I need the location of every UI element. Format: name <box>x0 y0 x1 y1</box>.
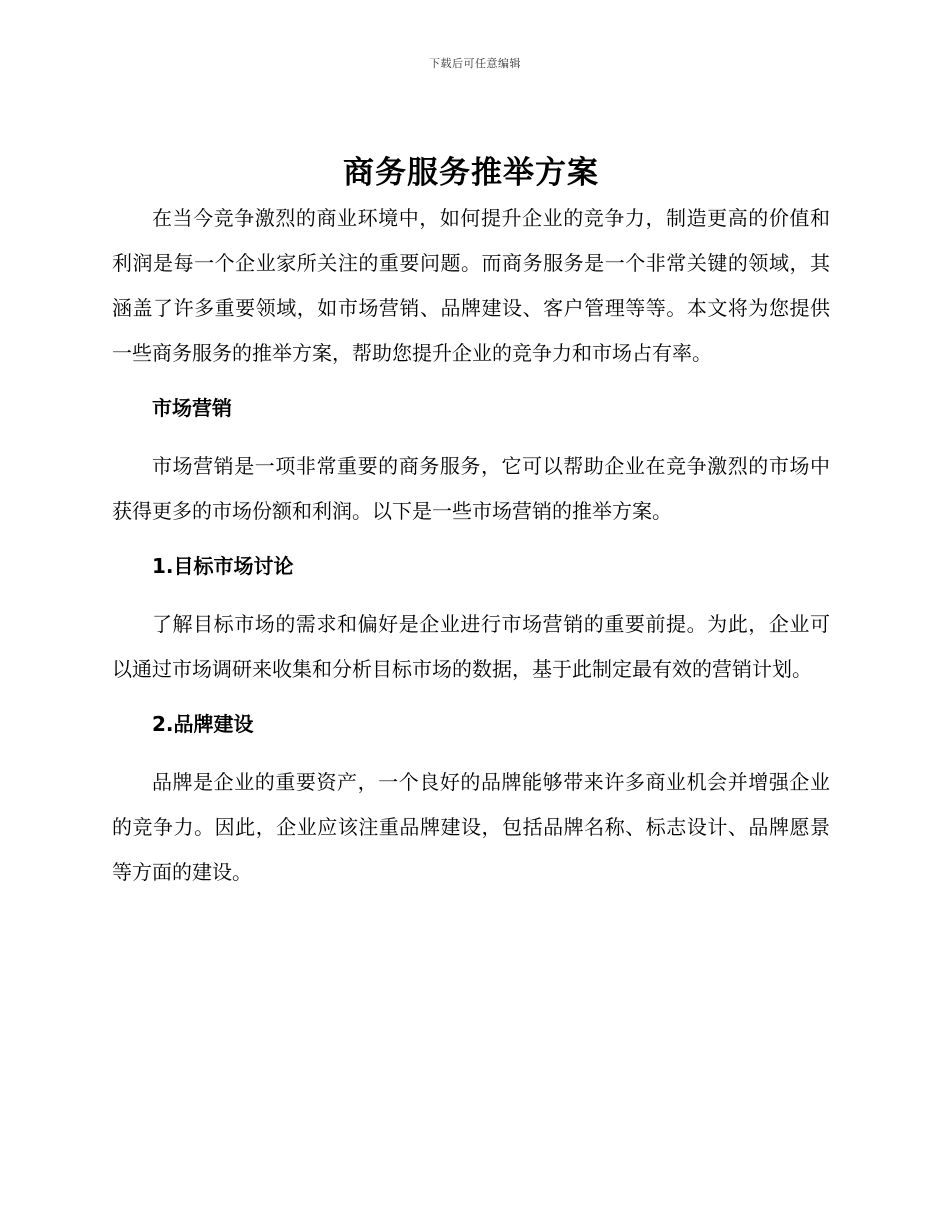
intro-paragraph: 在当今竞争激烈的商业环境中，如何提升企业的竞争力，制造更高的价值和利润是每一个企业家所关注的重要问题。而商务服务是一个非常关键的领域，其涵盖了许多重要领域，如市场营销、品牌建设、客户管理等等。本文将为您提供一些商务服务的推举方案，帮助您提升企业的竞争力和市场占有率。 <box>112 206 830 365</box>
spacer <box>112 747 830 760</box>
section-heading-marketing: 市场营销 <box>152 396 232 420</box>
header-note: 下载后可任意编辑 <box>429 57 521 70</box>
section-body-marketing: 市场营销是一项非常重要的商务服务，它可以帮助企业在竞争激烈的市场中获得更多的市场份额和利润。以下是一些市场营销的推举方案。 <box>112 454 830 523</box>
spacer <box>112 534 830 544</box>
section-body-brand-building: 品牌是企业的重要资产，一个良好的品牌能够带来许多商业机会并增强企业的竞争力。因此，企业应该注重品牌建设，包括品牌名称、标志设计、品牌愿景等方面的建设。 <box>112 770 830 884</box>
spacer <box>112 692 830 702</box>
section-body-target-market: 了解目标市场的需求和偏好是企业进行市场营销的重要前提。为此，企业可以通过市场调研来收集和分析目标市场的数据，基于此制定最有效的营销计划。 <box>112 612 830 681</box>
document-title: 商务服务推举方案 <box>343 155 599 191</box>
document-body <box>112 150 830 895</box>
section-heading-brand-building: 2.品牌建设 <box>152 712 254 736</box>
spacer <box>112 589 830 602</box>
spacer <box>112 376 830 386</box>
section-heading-target-market: 1.目标市场讨论 <box>152 554 294 578</box>
spacer <box>112 431 830 444</box>
